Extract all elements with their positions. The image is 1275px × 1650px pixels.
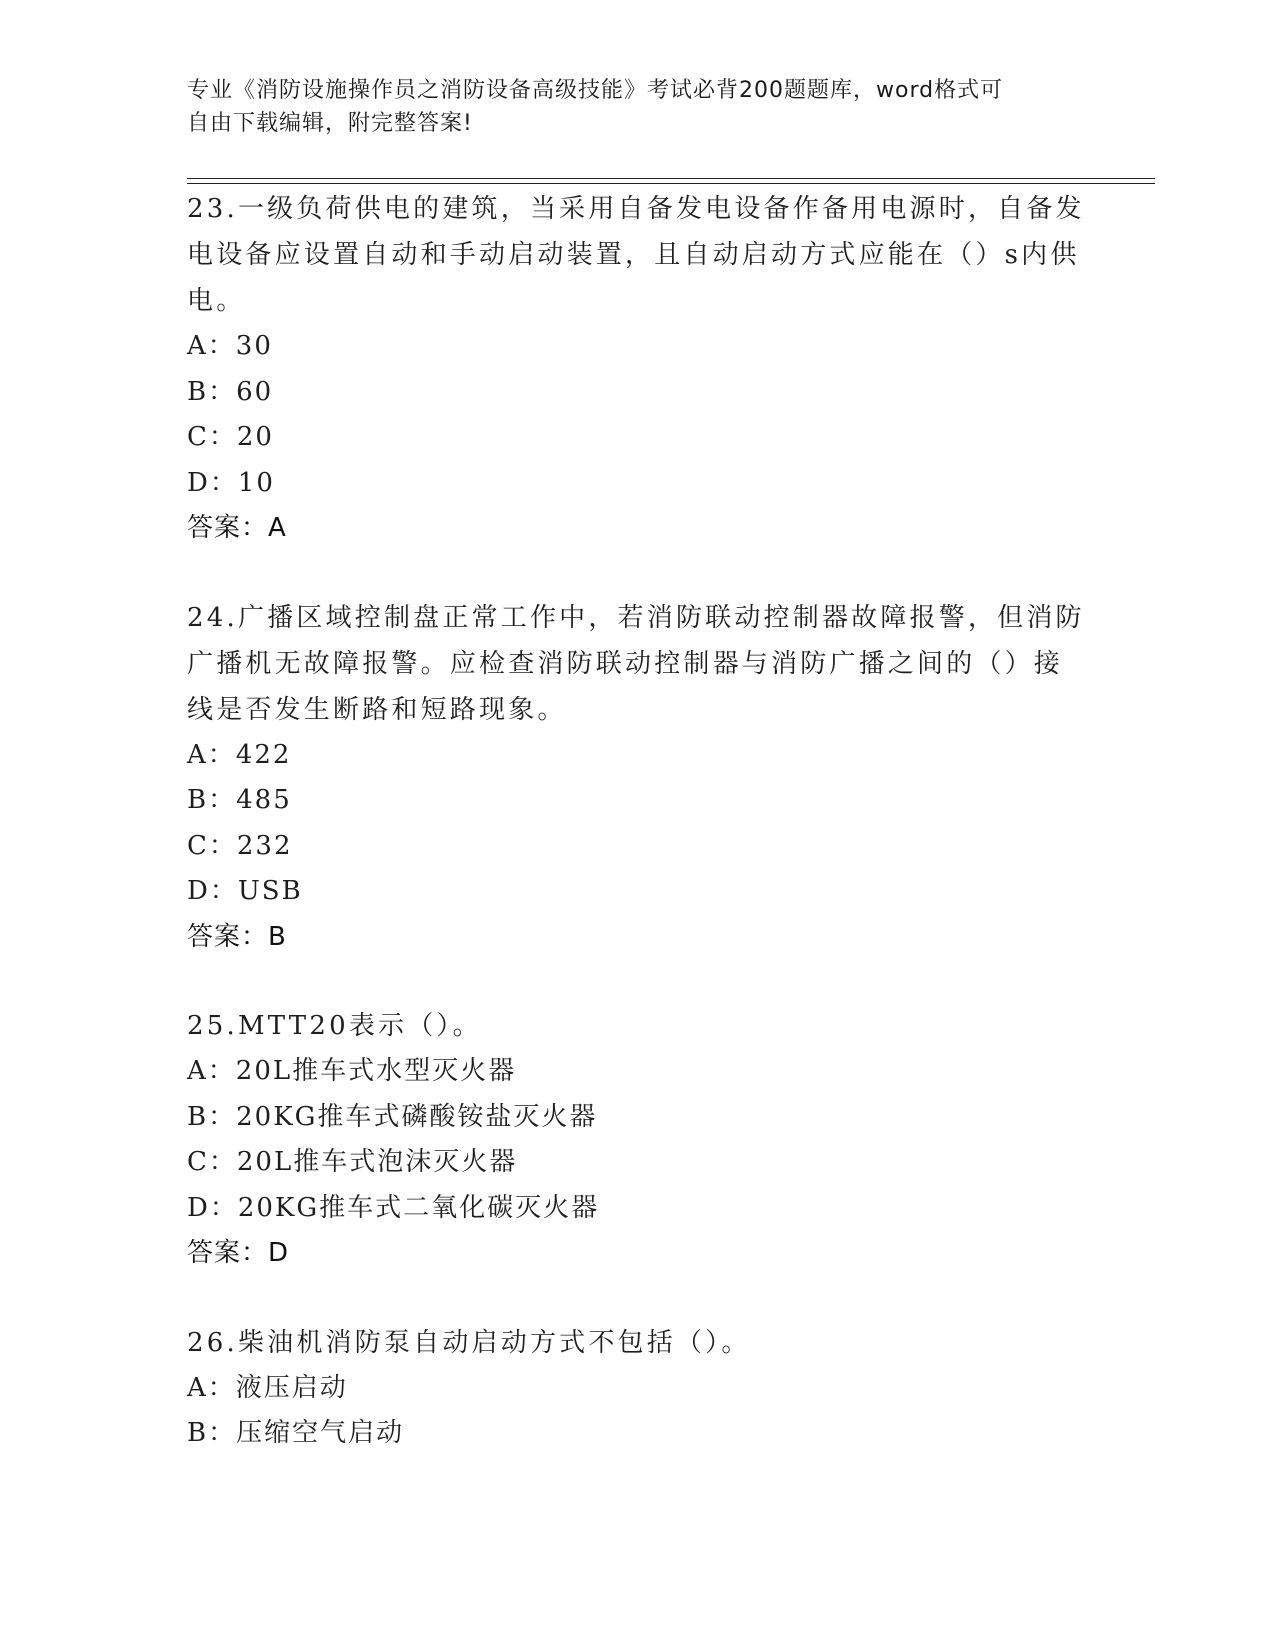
- question-line: 24.广播区域控制盘正常工作中，若消防联动控制器故障报警，但消防: [187, 602, 1085, 633]
- question-text: [187, 1003, 1087, 1049]
- question-26: [187, 1320, 1087, 1457]
- option-a: A：液压启动: [187, 1372, 348, 1403]
- option-c: C：20: [187, 422, 274, 452]
- question-25: [187, 1003, 1087, 1277]
- answer-line: 答案：D: [187, 1238, 290, 1268]
- option-a: A：422: [187, 739, 292, 770]
- question-line: 25.MTT20表示（）。: [187, 1011, 482, 1041]
- spacer: [187, 1277, 1087, 1320]
- question-23: [187, 186, 1087, 552]
- option-c: C：20L推车式泡沫灭火器: [187, 1147, 518, 1177]
- answer-line: 答案：A: [187, 513, 287, 543]
- question-list: [187, 186, 1087, 1457]
- question-line: 26.柴油机消防泵自动启动方式不包括（）。: [187, 1327, 751, 1358]
- question-text: [187, 1320, 1087, 1366]
- option-b: B：60: [187, 376, 274, 407]
- question-line: 电设备应设置自动和手动启动装置，且自动启动方式应能在（）s内供: [187, 240, 1080, 270]
- header-line-2: 自由下载编辑，附完整答案!: [187, 111, 473, 136]
- option-a: A：30: [187, 331, 273, 361]
- header-line-1: 专业《消防设施操作员之消防设备高级技能》考试必背200题题库，word格式可: [187, 78, 1004, 103]
- option-b: B：20KG推车式磷酸铵盐灭火器: [187, 1101, 598, 1132]
- answer-line: 答案：B: [187, 921, 287, 952]
- question-line: 广播机无故障报警。应检查消防联动控制器与消防广播之间的（）接: [187, 648, 1064, 679]
- option-b: B：压缩空气启动: [187, 1418, 405, 1448]
- header-divider-top: [187, 178, 1155, 179]
- document-header: [187, 74, 1087, 140]
- question-line: 电。: [187, 286, 246, 316]
- header-divider-bottom: [187, 183, 1155, 184]
- question-24: [187, 595, 1087, 961]
- option-d: D：10: [187, 467, 275, 498]
- question-text: [187, 186, 1087, 324]
- option-c: C：232: [187, 830, 293, 861]
- option-d: D：20KG推车式二氧化碳灭火器: [187, 1192, 600, 1223]
- question-line: 线是否发生断路和短路现象。: [187, 694, 567, 725]
- spacer: [187, 552, 1087, 595]
- spacer: [187, 960, 1087, 1003]
- option-d: D：USB: [187, 876, 303, 906]
- question-text: [187, 595, 1087, 733]
- option-b: B：485: [187, 785, 292, 815]
- option-a: A：20L推车式水型灭火器: [187, 1056, 517, 1086]
- question-line: 23.一级负荷供电的建筑，当采用自备发电设备作备用电源时，自备发: [187, 194, 1085, 224]
